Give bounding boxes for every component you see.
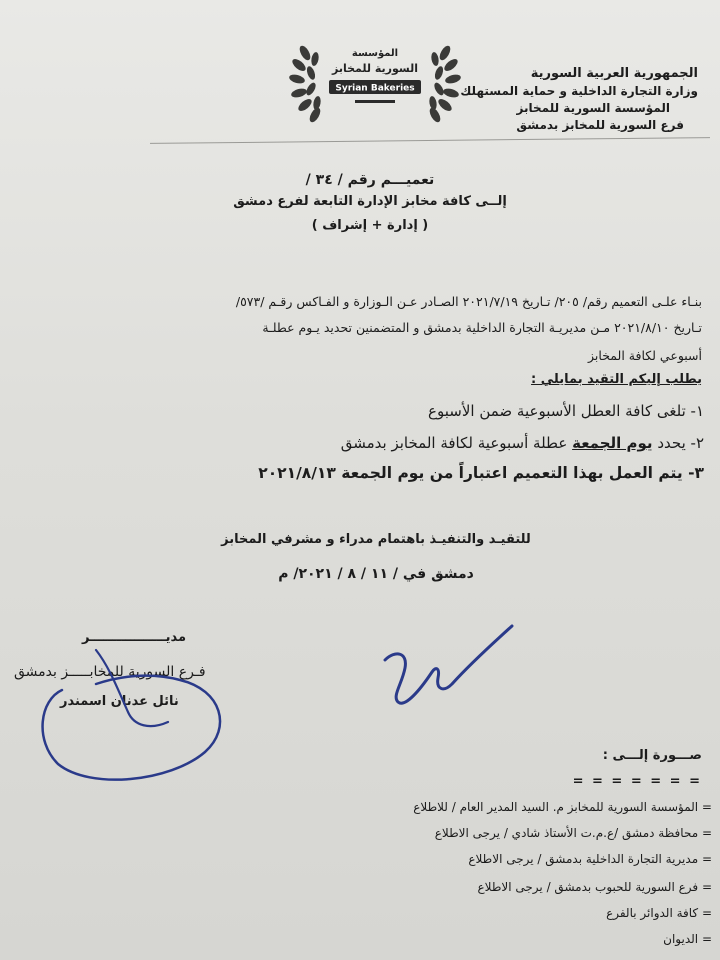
item-1: ١- تلغى كافة العطل الأسبوعية ضمن الأسبوع [428, 402, 704, 420]
circular-recipient: إلــى كافة مخابز الإدارة التابعة لفرع دمشق [233, 194, 507, 209]
logo-underbar [355, 100, 395, 103]
request-heading: يطلب إليكم التقيد بمايلي : [531, 372, 702, 387]
copies-equals-rule: = = = = = = = [572, 774, 702, 789]
closing-date: دمشق في / ١١ / ٨ / ٢٠٢١/ م [278, 566, 474, 582]
copy-line-5: = كافة الدوائر بالفرع [606, 906, 712, 920]
copy-line-3: = مديرية التجارة الداخلية بدمشق / يرجى الاطلاع [468, 852, 712, 866]
body-line-2: تـاريخ ٢٠٢١/٨/١٠ مـن مديريـة التجارة الداخلية بدمشق و المتضمنين تحديد يـوم عطلـة [262, 320, 702, 335]
signature-name: نائل عدنان اسمندر [60, 694, 179, 709]
header-country: الجمهورية العربية السورية [530, 66, 698, 81]
syrian-bakeries-logo [285, 28, 465, 138]
item-2 [341, 434, 704, 452]
item-3: ٣- يتم العمل بهذا التعميم اعتباراً من يوم الجمعة ٢٠٢١/٨/١٣ [258, 464, 704, 482]
body-line-1: بنـاء علـى التعميم رقم/ ٢٠٥/ تـاريخ ٢٠٢١/٧/١٩ الصـادر عـن الـوزارة و الفـاكس رقـم /٥٧٣/ [235, 294, 702, 309]
header-branch: فرع السورية للمخابز بدمشق [516, 118, 684, 132]
circular-scope: ( إدارة + إشراف ) [311, 218, 429, 233]
copy-line-2: = محافظة دمشق /ع.م.ت الأستاذ شادي / يرجى الاطلاع [434, 826, 712, 840]
copy-line-6: = الديوان [663, 932, 712, 946]
signature-title: مديـــــــــــــــــر [82, 630, 187, 645]
signature-branch: فـرع السورية للمخابـــــز بدمشق [14, 664, 206, 680]
body-line-3: أسبوعي لكافة المخابز [588, 348, 702, 363]
logo-english: Syrian Bakeries [335, 83, 415, 94]
header-divider [150, 137, 710, 144]
logo-arabic-line2: السورية للمخابز [332, 62, 418, 75]
copy-line-4: = فرع السورية للحبوب بدمشق / يرجى الاطلاع [477, 880, 712, 894]
item-2-emphasis: يوم الجمعة [572, 434, 653, 452]
closing-line: للتقيـد والتنفيـذ باهتمام مدراء و مشرفي المخابز [221, 532, 531, 547]
item-2-prefix: ٢- يحدد [657, 434, 704, 452]
letterhead [460, 66, 698, 132]
copies-heading: صـــورة إلـــى : [602, 748, 702, 763]
copy-line-1: = المؤسسة السورية للمخابز م. السيد المدير العام / للاطلاع [413, 800, 712, 814]
circular-number: تعميـــم رقم / ٣٤ / [305, 172, 435, 188]
logo-arabic-line1: المؤسسة [351, 48, 399, 59]
header-ministry: وزارة التجارة الداخلية و حماية المستهلك [460, 84, 698, 98]
header-institution: المؤسسة السورية للمخابز [516, 101, 670, 115]
item-2-rest: عطلة أسبوعية لكافة المخابز بدمشق [340, 434, 568, 452]
